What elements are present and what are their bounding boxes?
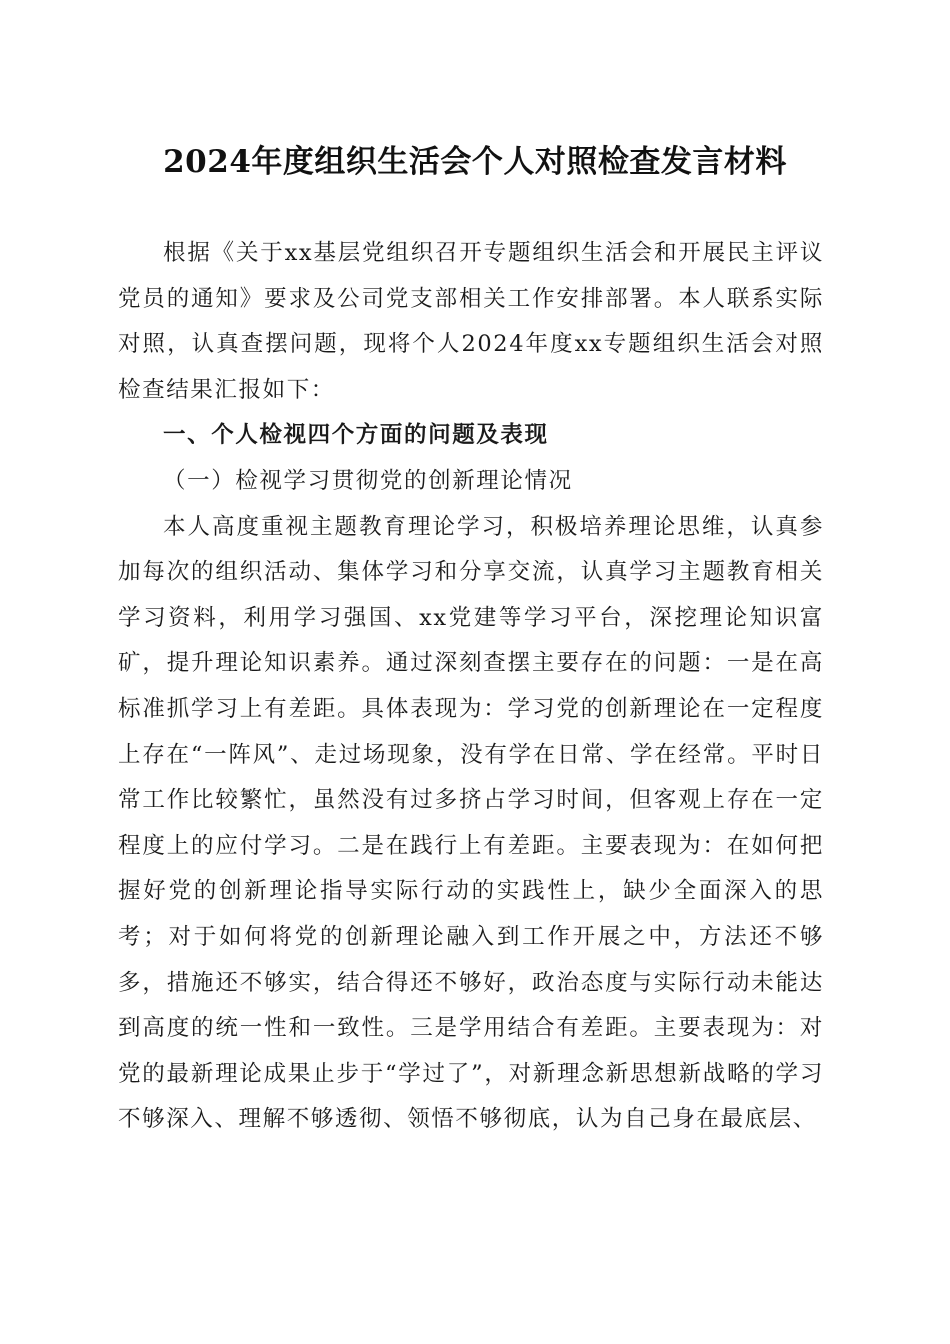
document-body [118,231,824,1143]
section-heading: 一、个人检视四个方面的问题及表现 [163,422,549,449]
subsection-heading: （一）检视学习贯彻党的创新理论情况 [163,467,573,494]
body-paragraph: 本人高度重视主题教育理论学习，积极培养理论思维，认真参加每次的组织活动、集体学习和分享交流，认真学习主题教育相关学习资料，利用学习强国、xx党建等学习平台，深挖理论知识富矿，提升理论知识素养。通过深刻查摆主要存在的问题：一是在高标准抓学习上有差距。具体表现为：学习党的创新理论在一定程度上存在“一阵风”、走过场现象，没有学在日常、学在经常。平时日常工作比较繁忙，虽然没有过多挤占学习时间，但客观上存在一定程度上的应付学习。二是在践行上有差距。主要表现为：在如何把握好党的创新理论指导实际行动的实践性上，缺少全面深入的思考；对于如何将党的创新理论融入到工作开展之中，方法还不够多，措施还不够实，结合得还不够好，政治态度与实际行动未能达到高度的统一性和一致性。三是学用结合有差距。主要表现为：对党的最新理论成果止步于“学过了”，对新理念新思想新战略的学习不够深入、理解不够透彻、领悟不够彻底，认为自己身在最底层、 [118,513,824,1133]
intro-paragraph: 根据《关于xx基层党组织召开专题组织生活会和开展民主评议党员的通知》要求及公司党支部相关工作安排部署。本人联系实际对照，认真查摆问题，现将个人2024年度xx专题组织生活会对照检查结果汇报如下： [118,240,824,403]
document-title: 2024年度组织生活会个人对照检查发言材料 [163,144,787,180]
